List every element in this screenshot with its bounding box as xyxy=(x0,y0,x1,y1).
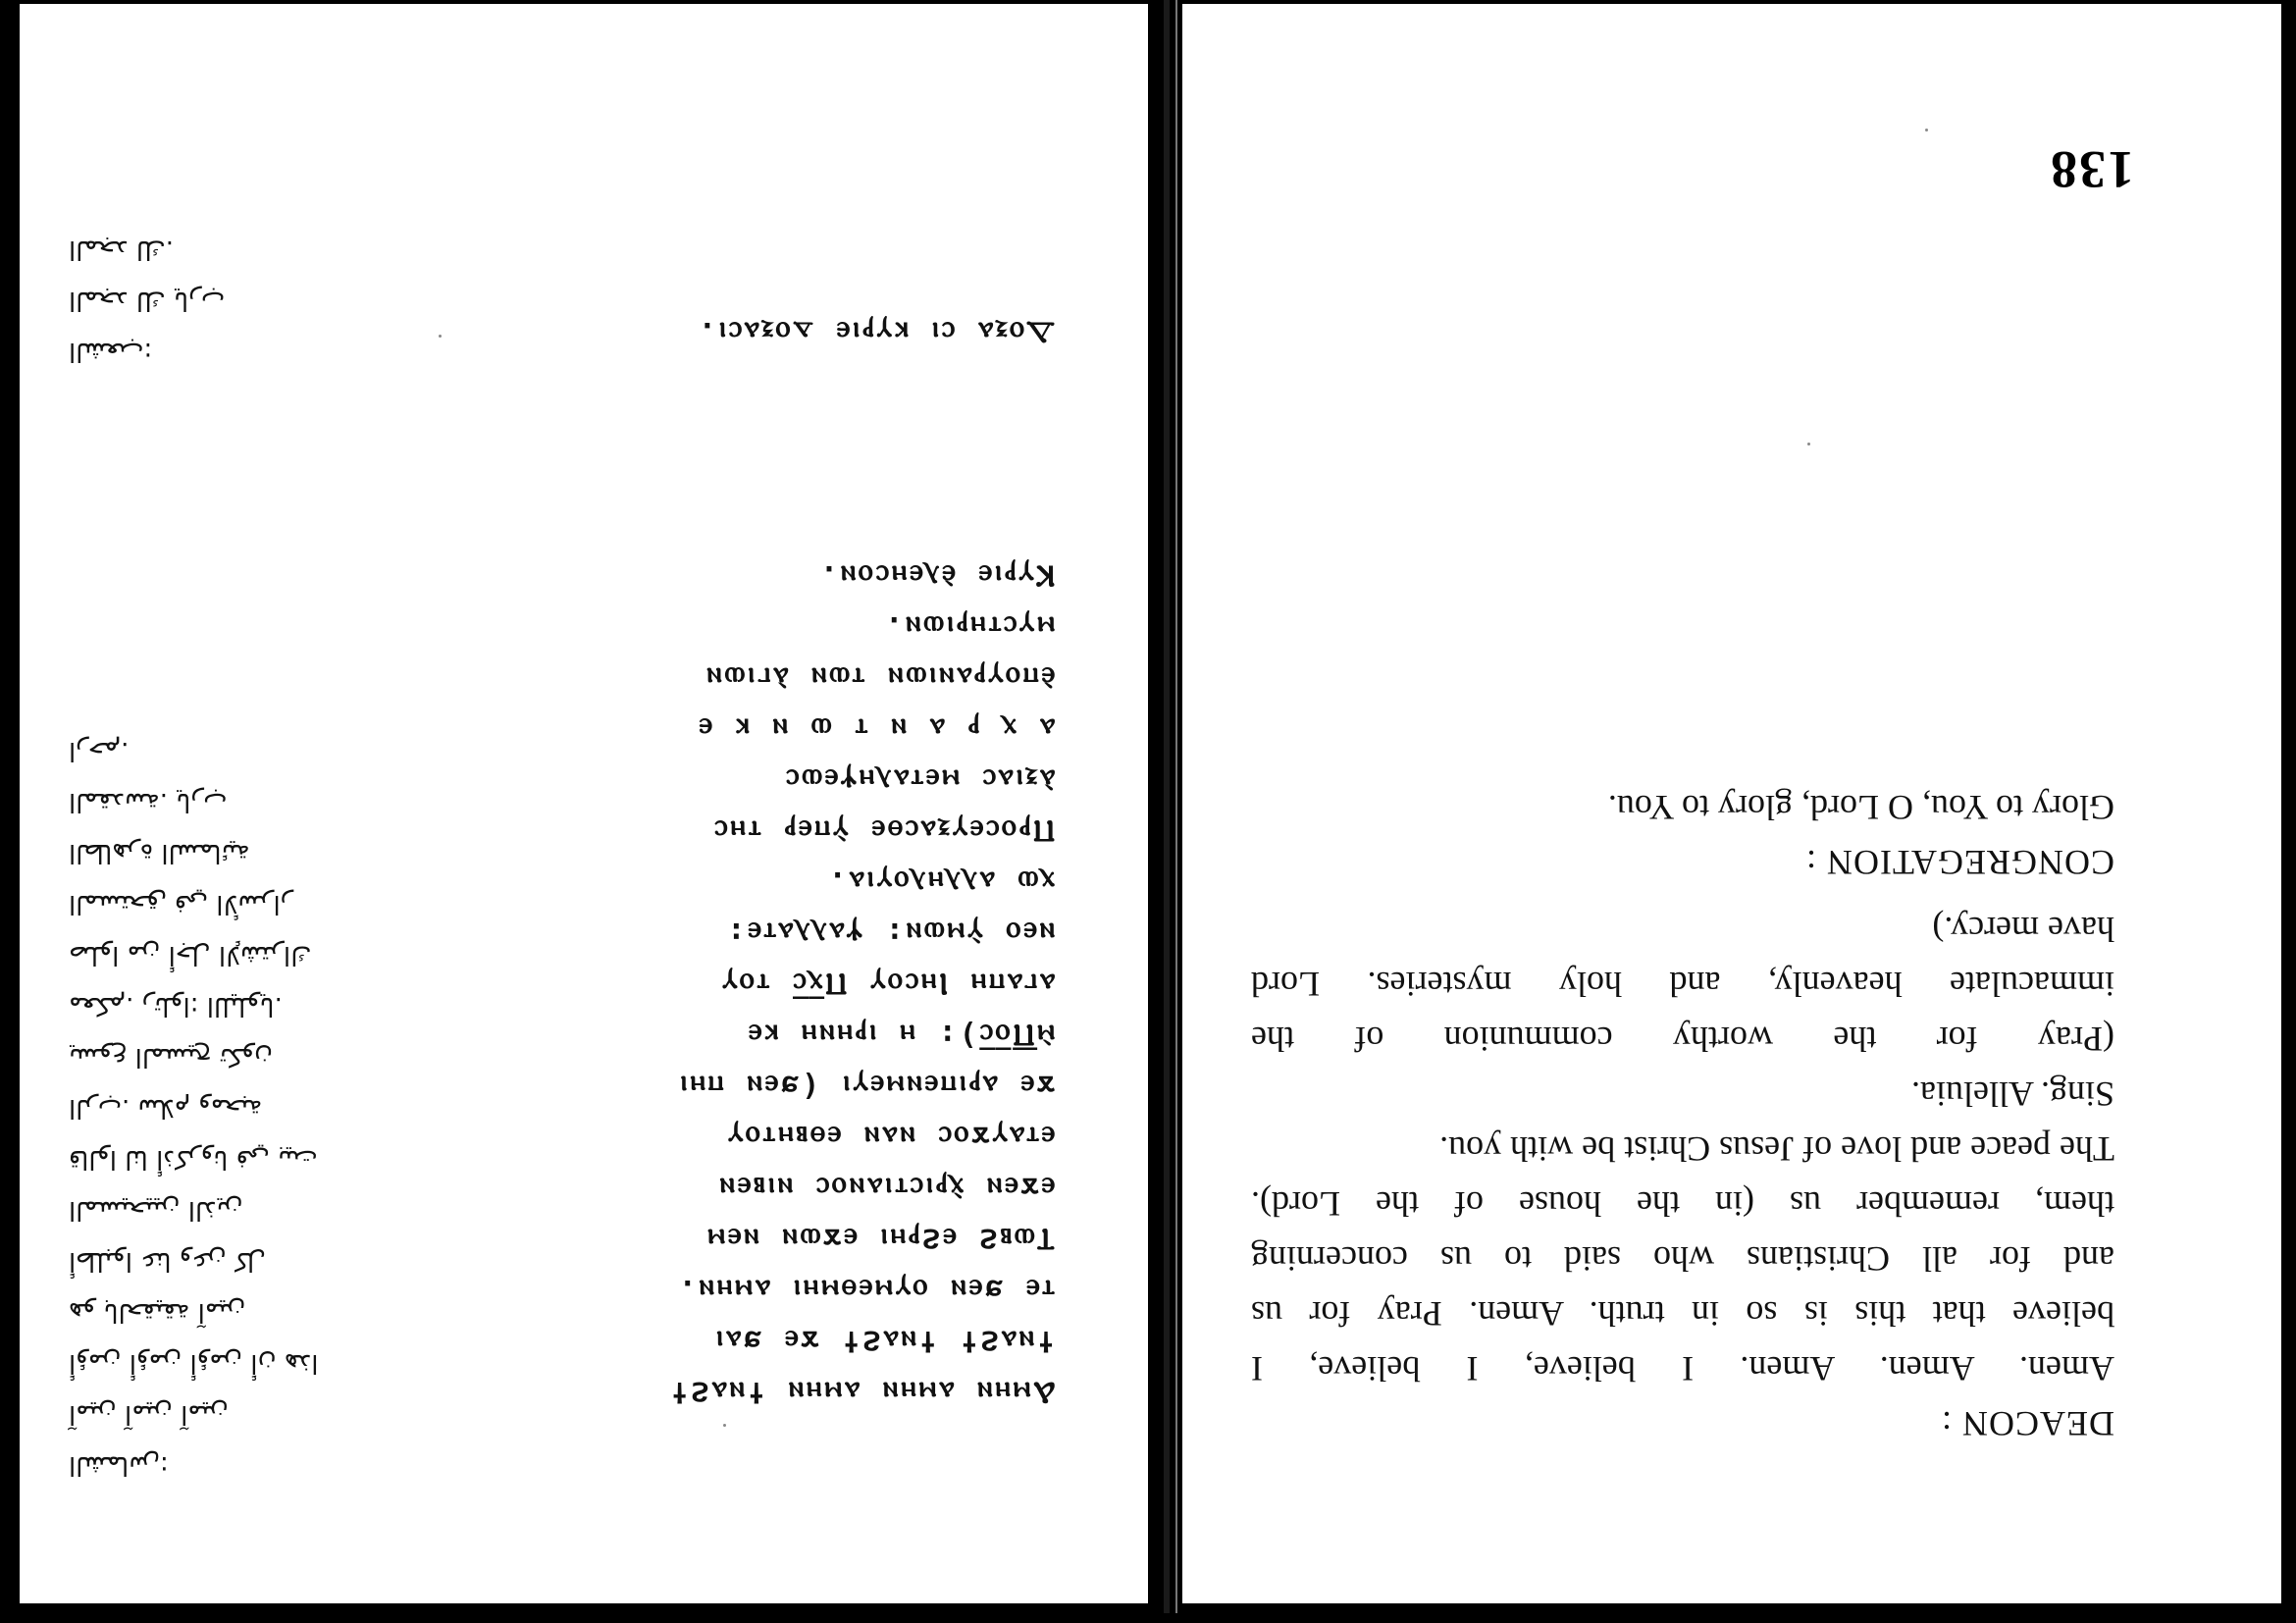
arabic-line: أطلبوا عنا وعن كل xyxy=(69,1246,267,1276)
coptic-line: Ⲡⲣⲟⲥⲉⲩⲝⲁⲥⲑⲉ ⲩ̀ⲡⲉⲣ ⲧⲏⲥ xyxy=(711,813,1055,848)
print-speck xyxy=(439,335,442,338)
arabic-line: الشماس: xyxy=(69,1450,169,1480)
arabic-line: الطاهرة السمائية xyxy=(69,838,250,867)
coptic-line: ⲙ̀Ⲡ̅ⲟ̅ⲥ̅): ⲏ ⲓⲣⲏⲛⲏ ⲕⲉ xyxy=(746,1018,1055,1052)
english-line: Sing. Alleluia. xyxy=(1911,1074,2114,1114)
coptic-line: Ⲧⲱⲃϩ ⲉϩⲣⲏⲓ ⲉϫⲱⲛ ⲛⲉⲙ xyxy=(704,1222,1055,1256)
english-page xyxy=(1182,4,2281,1603)
coptic-line: ⲛⲉⲟ ⲩ̀ⲙⲱⲛ: ⲯⲁⲗⲗⲁⲧⲉ: xyxy=(724,916,1055,950)
arabic-line: الشعب: xyxy=(69,337,153,366)
arabic-line: ارحم. xyxy=(69,736,130,765)
congregation-label: CONGREGATION : xyxy=(1805,843,2114,882)
english-line: have mercy.) xyxy=(1932,910,2114,949)
english-line: Amen. Amen. Amen. I believe, I believe, I xyxy=(1251,1349,2114,1388)
arabic-line: قالوا لنا أذكرونا في بيت xyxy=(69,1144,318,1174)
arabic-line: أؤمن أؤمن أؤمن أن هذا xyxy=(69,1348,319,1378)
coptic-line: ϫⲉ ⲁⲣⲓⲡⲉⲛⲙⲉⲩⲓ (ϧⲉⲛ ⲡⲏⲓ xyxy=(677,1069,1055,1103)
coptic-line: ⲉⲧⲁⲩϫⲟⲥ ⲛⲁⲛ ⲉⲑⲃⲏⲧⲟⲩ xyxy=(725,1120,1055,1154)
coptic-line: ⲁ̀ⲝⲓⲁⲥ ⲙⲉⲧⲁⲗⲏⲯⲉⲱⲥ xyxy=(783,762,1055,797)
english-line: and for all Christians who said to us concerning xyxy=(1251,1239,2114,1279)
coptic-line: ⲁ ⲭ ⲣ ⲁ ⲛ ⲧ ⲱ ⲛ ⲕ ⲉ xyxy=(696,711,1055,746)
print-speck xyxy=(723,1424,726,1427)
deacon-arabic-block xyxy=(69,725,363,1491)
coptic-line: Ⲁⲙⲏⲛ ⲁⲙⲏⲛ ⲁⲙⲏⲛ ϯⲛⲁϩϯ xyxy=(667,1375,1055,1409)
coptic-line: ⲉϫⲉⲛ ⲭ̀ⲣⲓⲥⲧⲓⲁⲛⲟⲥ ⲛⲓⲃⲉⲛ xyxy=(716,1171,1055,1205)
congregation-coptic-block xyxy=(545,306,1055,357)
coptic-line: ⲙⲩⲥⲧⲏⲣⲓⲱⲛ. xyxy=(882,609,1055,644)
coptic-line: ⲁⲅⲁⲡⲏ Ⲓⲏⲥⲟⲩ Ⲡⲭ̅ⲥ̅ ⲧⲟⲩ xyxy=(719,967,1055,1001)
coptic-line: Ⲕⲩⲣⲓⲉ ⲉ̀ⲗⲉⲏⲥⲟⲛ. xyxy=(816,558,1055,593)
arabic-line: آمين آمين آمين xyxy=(69,1399,229,1429)
coptic-arabic-page xyxy=(20,4,1148,1603)
deacon-coptic-block xyxy=(545,550,1055,1417)
print-speck xyxy=(1807,443,1810,445)
arabic-line: المستحق في الأسرار xyxy=(69,889,293,918)
deacon-label: DEACON : xyxy=(1941,1404,2114,1443)
print-speck xyxy=(1925,129,1928,131)
arabic-line: هو بالحقيقة آمين xyxy=(69,1297,246,1327)
coptic-line: ϯⲛⲁϩϯ ϯⲛⲁϩϯ ϫⲉ ϧⲁⲓ xyxy=(713,1324,1055,1358)
coptic-line: ⲉ̀ⲡⲟⲩⲣⲁⲛⲓⲱⲛ ⲧⲱⲛ ⲁ̀ⲅⲓⲱⲛ xyxy=(704,660,1055,695)
page-number: 138 xyxy=(2049,140,2134,199)
arabic-line: صلوا من أجل الإشتراك xyxy=(69,940,312,969)
deacon-english-block xyxy=(1251,780,2114,1451)
congregation-arabic-block xyxy=(69,224,363,377)
coptic-line: Ⲇⲟⲝⲁ ⲥⲓ ⲕⲩⲣⲓⲉ ⲇⲟⲝⲁⲥⲓ. xyxy=(695,315,1055,349)
english-line: believe that this is so in truth. Amen. Pray for us xyxy=(1251,1294,2114,1334)
coptic-line: ⲭⲱ ⲁⲗⲗⲏⲗⲟⲩⲓⲁ. xyxy=(825,864,1055,899)
arabic-line: الرب. سلام ومحبة xyxy=(69,1093,263,1123)
english-line: immaculate heavenly, and holy mysteries. Lord xyxy=(1251,965,2114,1004)
arabic-line: المجد لك. xyxy=(69,235,174,264)
arabic-line: المسيحيين الذين xyxy=(69,1195,243,1225)
english-line: Glory to You, O Lord, glory to You. xyxy=(1607,788,2114,827)
arabic-line: المقدسة. يارب xyxy=(69,787,228,816)
arabic-line: يسوع المسيح تكون xyxy=(69,1042,274,1072)
coptic-line: ⲧⲉ ϧⲉⲛ ⲟⲩⲙⲉⲑⲙⲏⲓ ⲁⲙⲏⲛ. xyxy=(675,1273,1055,1307)
book-gutter-edge xyxy=(1175,0,1177,1613)
arabic-line: معكم. رتلوا: الليلويا. xyxy=(69,991,283,1021)
english-line: (Pray for the worthy communion of the xyxy=(1251,1020,2114,1059)
arabic-line: المجد لك يارب xyxy=(69,286,226,315)
english-line: The peace and love of Jesus Christ be with you. xyxy=(1439,1129,2114,1169)
english-line: them, remember us (in the house of the Lord). xyxy=(1251,1184,2114,1224)
book-gutter xyxy=(1164,0,1170,1613)
